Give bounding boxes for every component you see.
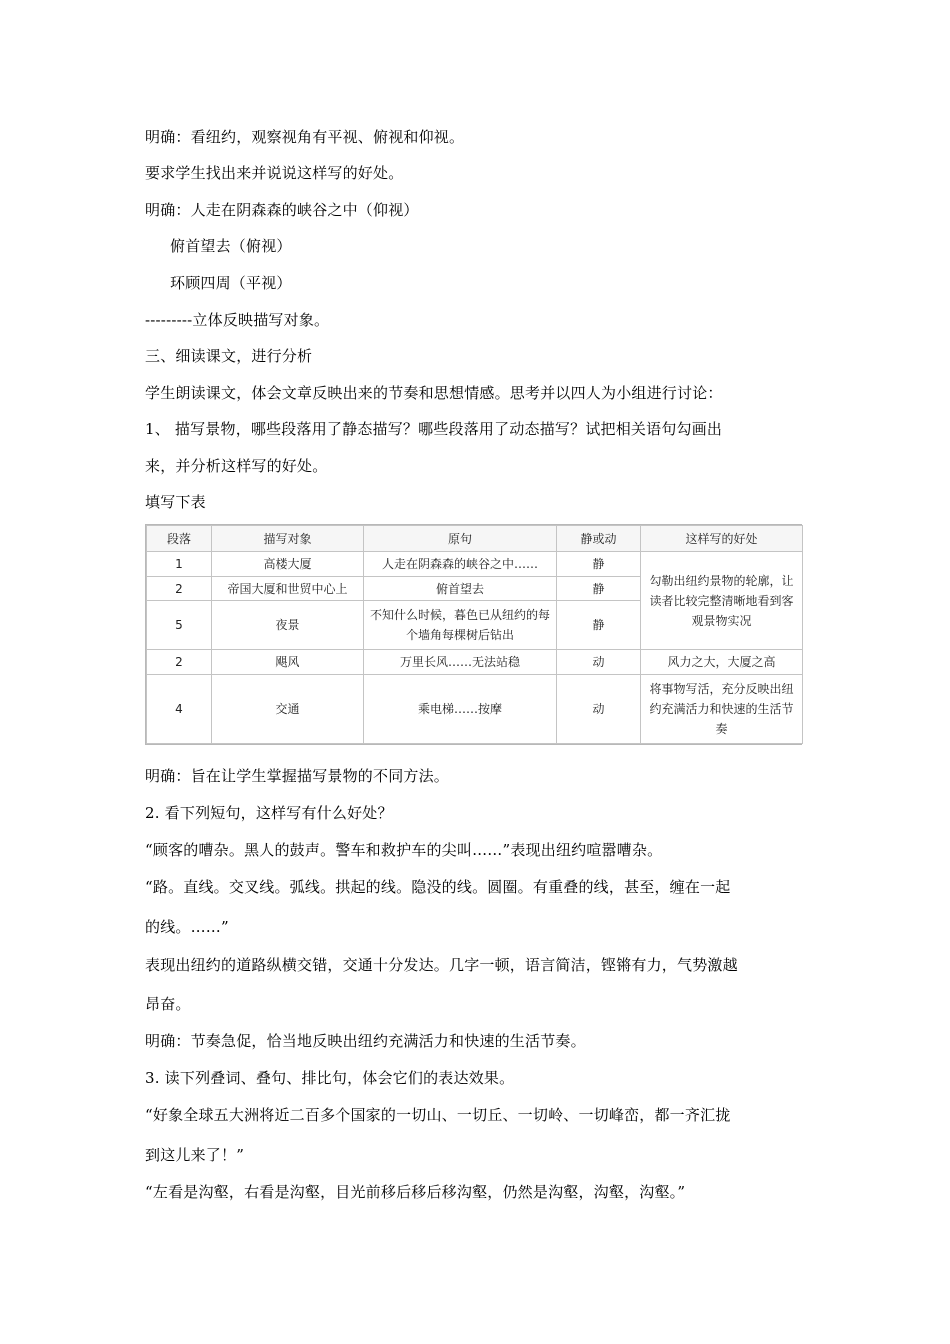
table-cell: 2: [147, 650, 212, 674]
table-cell: 动: [557, 674, 641, 743]
table-cell: 俯首望去: [364, 576, 557, 600]
header-object: 描写对象: [212, 526, 364, 552]
table-header-row: [147, 526, 803, 552]
header-paragraph: 段落: [147, 526, 212, 552]
analysis-table-frame: [145, 524, 802, 745]
question-3: 3. 读下列叠词、叠句、排比句，体会它们的表达效果。: [145, 1069, 515, 1087]
quote-lines-1: “路。直线。交叉线。弧线。拱起的线。隐没的线。圆圈。有重叠的线，甚至，缠在一起: [145, 878, 731, 896]
question-1-line2: 来，并分析这样写的好处。: [145, 457, 328, 475]
question-2: 2. 看下列短句，这样写有什么好处？: [145, 804, 393, 822]
table-cell: 1: [147, 552, 212, 576]
para-clarify-rhythm: 明确：节奏急促，恰当地反映出纽约充满活力和快速的生活节奏。: [145, 1032, 586, 1050]
table-cell: 动: [557, 650, 641, 674]
table-cell: 2: [147, 576, 212, 600]
table-cell: 乘电梯……按摩: [364, 674, 557, 743]
question-1-line1: 1、 描写景物，哪些段落用了静态描写？哪些段落用了动态描写？试把相关语句勾画出: [145, 420, 723, 438]
quote-mountains-1: “好象全球五大洲将近二百多个国家的一切山、一切丘、一切岭、一切峰峦，都一齐汇拢: [145, 1106, 731, 1124]
table-cell: 静: [557, 601, 641, 650]
analysis-table: [146, 525, 803, 744]
table-cell: 静: [557, 576, 641, 600]
table-cell: 将事物写活，充分反映出纽约充满活力和快速的生活节奏: [641, 674, 803, 743]
table-cell: 飓风: [212, 650, 364, 674]
quote-noise: “顾客的嘈杂。黑人的鼓声。警车和救护车的尖叫……”表现出纽约喧嚣嘈杂。: [145, 841, 663, 859]
table-cell: 人走在阴森森的峡谷之中……: [364, 552, 557, 576]
table-cell: 静: [557, 552, 641, 576]
section-heading-3: 三、细读课文，进行分析: [145, 347, 313, 365]
table-cell: 4: [147, 674, 212, 743]
table-row: [147, 674, 803, 743]
para-roads-1: 表现出纽约的道路纵横交错，交通十分发达。几字一顿，语言简洁，铿锵有力，气势激越: [145, 956, 738, 974]
para-clarify-perspective: 明确：看纽约，观察视角有平视、俯视和仰视。: [145, 128, 465, 146]
fill-table-label: 填写下表: [145, 493, 206, 511]
table-cell: 不知什么时候，暮色已从纽约的每个墙角每棵树后钻出: [364, 601, 557, 650]
para-clarify-upward: 明确：人走在阴森森的峡谷之中（仰视）: [145, 201, 419, 219]
para-downward: 俯首望去（俯视）: [170, 237, 292, 255]
table-cell: 风力之大，大厦之高: [641, 650, 803, 674]
header-sentence: 原句: [364, 526, 557, 552]
para-roads-2: 昂奋。: [145, 995, 191, 1013]
table-row: [147, 650, 803, 674]
header-static-dynamic: 静或动: [557, 526, 641, 552]
table-row: [147, 552, 803, 576]
para-student-reading: 学生朗读课文，体会文章反映出来的节奏和思想情感。思考并以四人为小组进行讨论：: [145, 384, 723, 402]
para-3d-summary: ---------立体反映描写对象。: [145, 311, 330, 329]
table-cell: 高楼大厦: [212, 552, 364, 576]
quote-lines-2: 的线。……”: [145, 918, 229, 936]
para-clarify-methods: 明确：旨在让学生掌握描写景物的不同方法。: [145, 767, 450, 785]
table-cell: 5: [147, 601, 212, 650]
table-cell: 万里长风……无法站稳: [364, 650, 557, 674]
table-cell: 夜景: [212, 601, 364, 650]
table-cell-merged-benefit: 勾勒出纽约景物的轮廓，让读者比较完整清晰地看到客观景物实况: [641, 552, 803, 650]
para-level: 环顾四周（平视）: [170, 274, 292, 292]
table-cell: 帝国大厦和世贸中心上: [212, 576, 364, 600]
quote-mountains-2: 到这儿来了！”: [145, 1146, 245, 1164]
table-cell: 交通: [212, 674, 364, 743]
para-requirement: 要求学生找出来并说说这样写的好处。: [145, 164, 404, 182]
quote-gullies: “左看是沟壑，右看是沟壑，目光前移后移后移沟壑，仍然是沟壑，沟壑，沟壑。”: [145, 1183, 686, 1201]
header-benefit: 这样写的好处: [641, 526, 803, 552]
